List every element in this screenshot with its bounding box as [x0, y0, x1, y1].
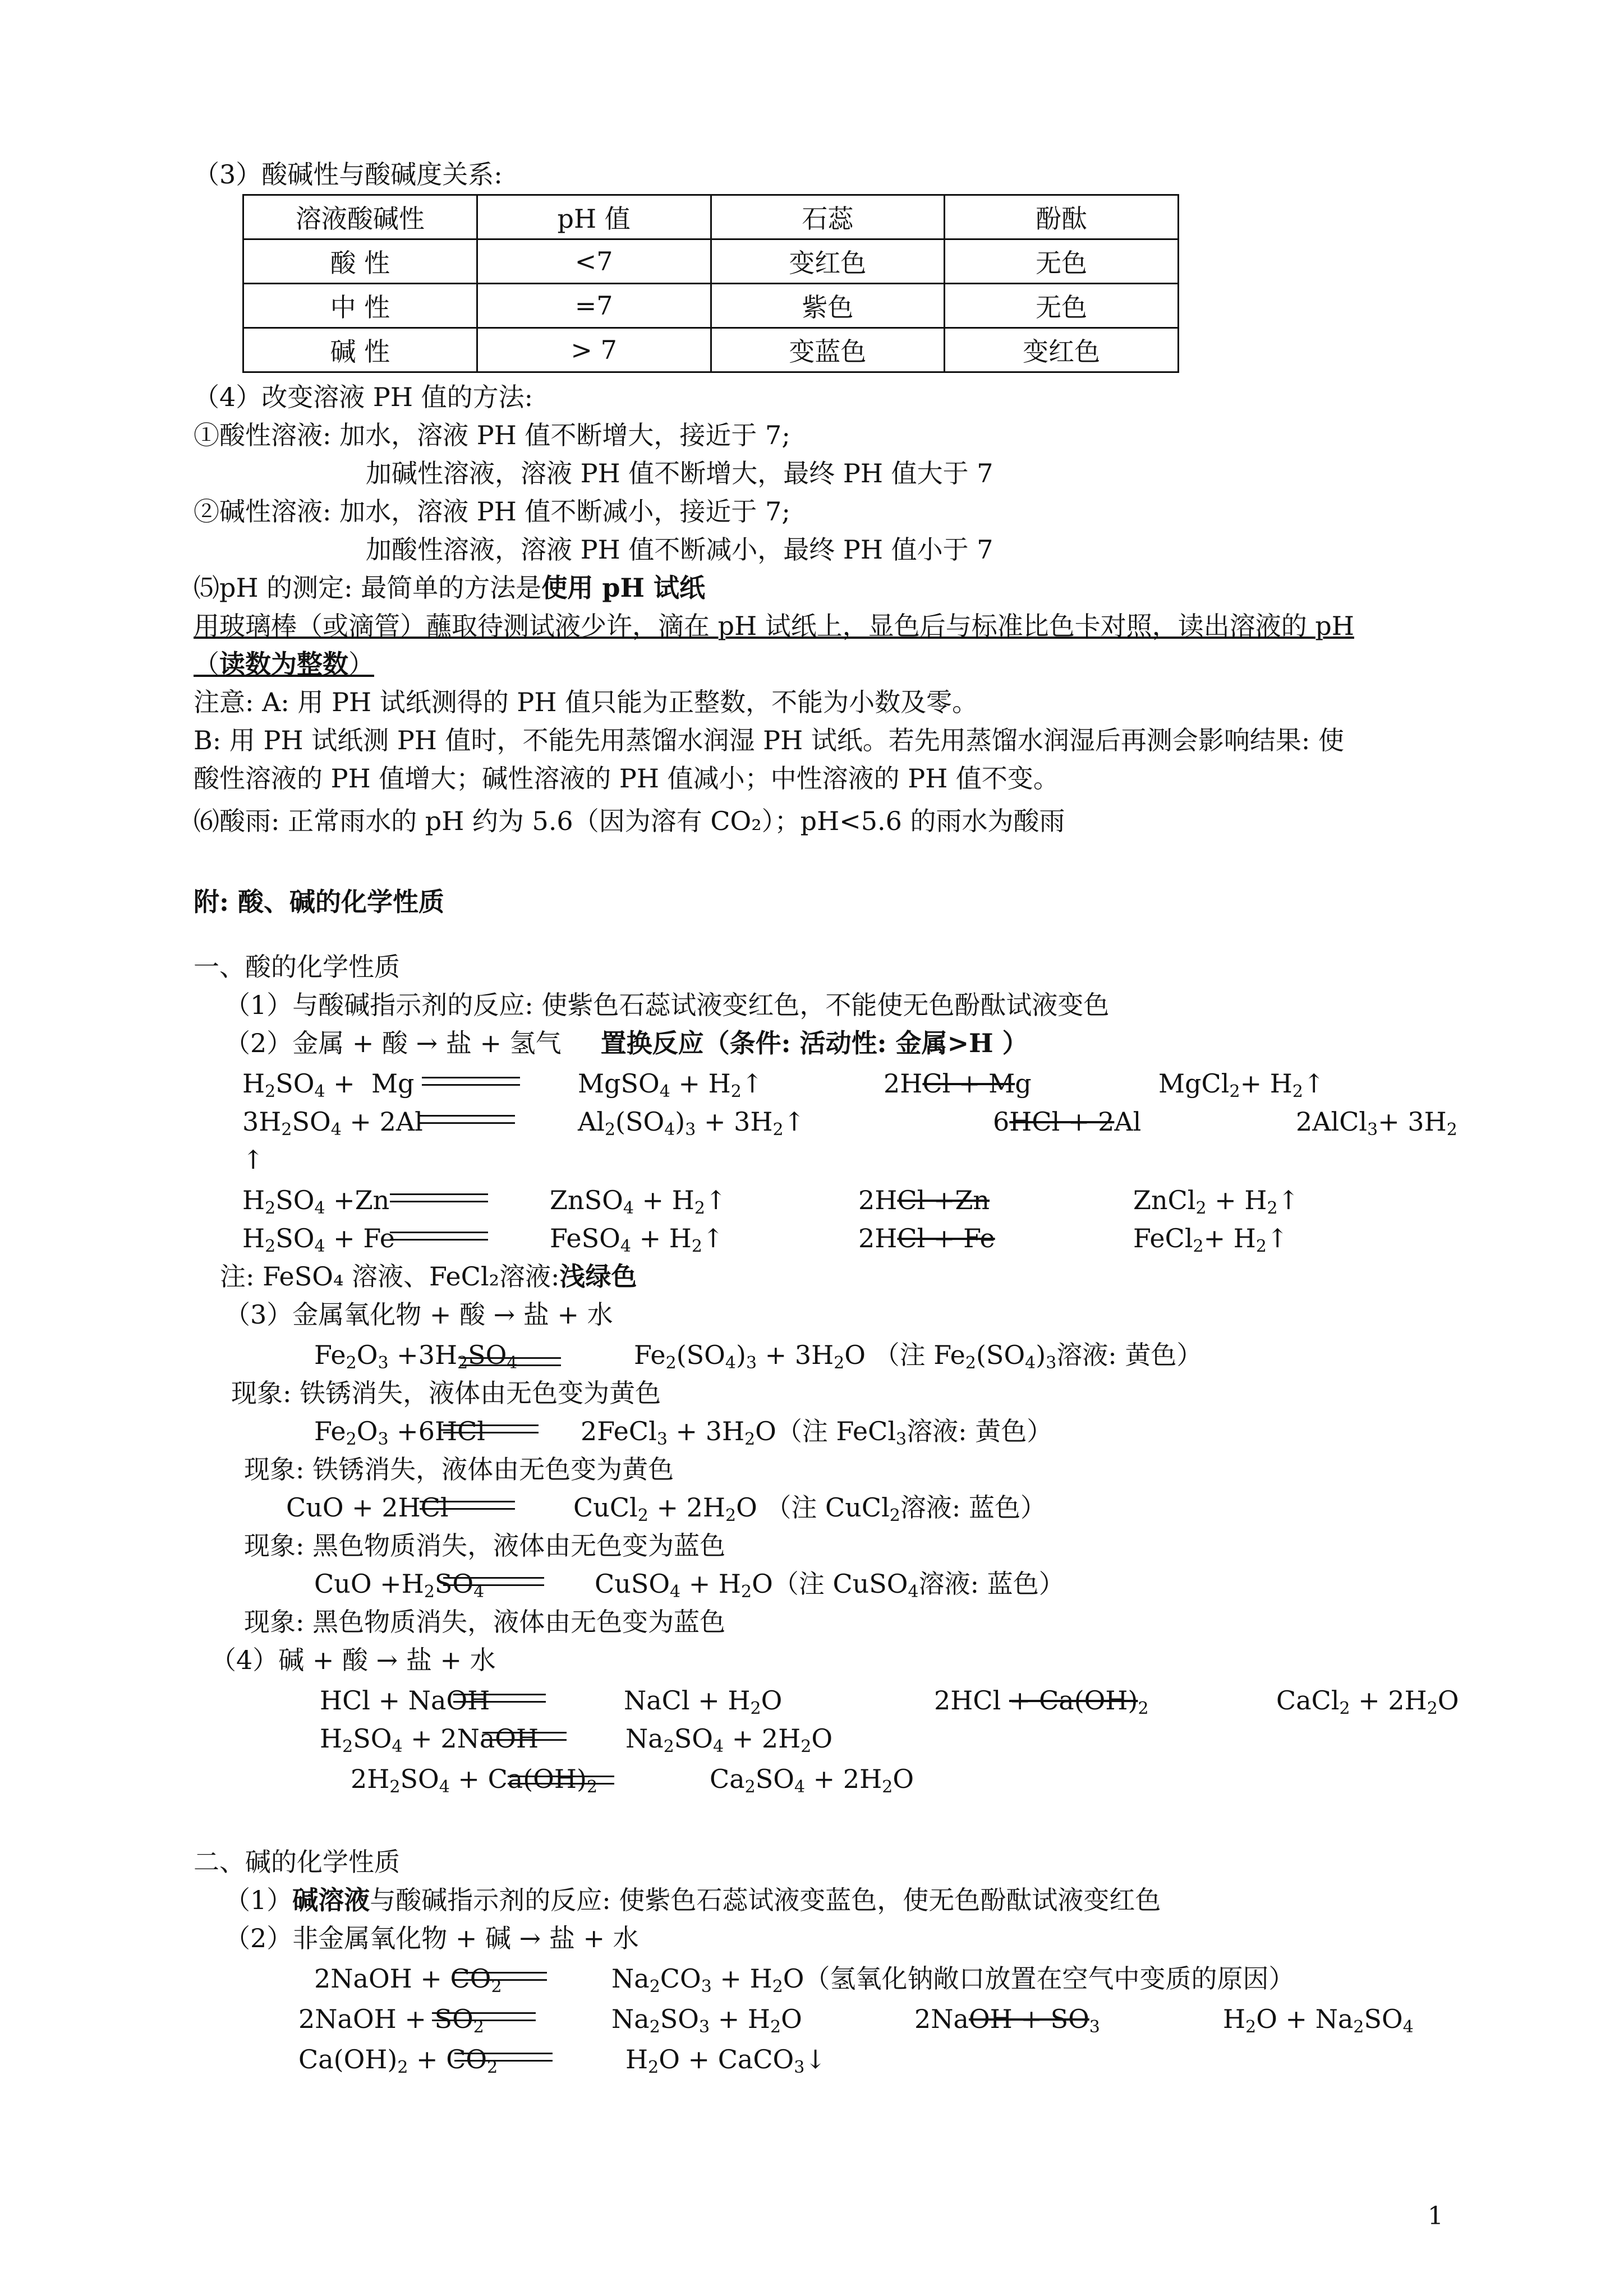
note-line: [220, 1261, 637, 1292]
table-cell: 酸 性: [243, 239, 477, 284]
acid-p1: （1）与酸碱指示剂的反应: 使紫色石蕊试液变红色，不能使无色酚酞试液变色: [224, 990, 1110, 1020]
note-a: 注意: A: 用 PH 试纸测得的 PH 值只能为正整数，不能为小数及零。: [194, 687, 978, 717]
underlined-line: 用玻璃棒（或滴管）蘸取待测试液少许，滴在 pH 试纸上，显色后与标准比色卡对照，读出溶液的 pH: [194, 611, 1354, 641]
equation: $2H_2SO_4 + Ca(OH)_2$: [351, 1764, 598, 1797]
equation: 2AlCl$_3$+ $3H_2$: [1296, 1106, 1457, 1140]
equals-bar: [390, 1193, 488, 1202]
equation: $Fe_2O_3 +6HCl$: [314, 1416, 485, 1449]
text-span: 注: FeSO₄ 溶液、FeCl₂溶液:: [220, 1261, 560, 1292]
table-row: [243, 284, 1179, 328]
text-line: ②碱性溶液: 加水，溶液 PH 值不断减小，接近于 7;: [194, 496, 790, 527]
equals-bar: [390, 1232, 488, 1241]
bold-text: 置换反应（条件: 活动性: 金属>H ）: [600, 1028, 1028, 1058]
equation: $Fe_2O_3 +3H_2SO_4$: [314, 1340, 518, 1373]
page-number: 1: [1428, 2202, 1443, 2230]
text-line: 加碱性溶液，溶液 PH 值不断增大，最终 PH 值大于 7: [366, 458, 993, 488]
equals-bar: [508, 1776, 614, 1785]
equals-bar: [482, 1732, 567, 1741]
bold-text: 碱溶液: [292, 1885, 370, 1915]
appendix-title: 附: 酸、碱的化学性质: [194, 887, 444, 917]
bold-text: 使用 pH 试纸: [541, 573, 705, 603]
equation: FeSO$_4$ + $H_2↑$: [550, 1223, 724, 1256]
phenomenon: 现象: 黑色物质消失，液体由无色变为蓝色: [244, 1607, 726, 1637]
acid-p3: （3）金属氧化物 + 酸 → 盐 + 水: [224, 1299, 613, 1330]
equation: ZnCl$_2$ + $H_2↑$: [1133, 1185, 1300, 1218]
phenomenon: 现象: 铁锈消失，液体由无色变为黄色: [231, 1378, 661, 1408]
table-cell: <7: [477, 239, 711, 284]
phenomenon: 现象: 铁锈消失，液体由无色变为黄色: [244, 1454, 674, 1484]
equation: FeCl$_2$+ $H_2↑$: [1133, 1223, 1289, 1256]
equation: $Na_2SO_4 + 2H_2O$: [625, 1723, 833, 1756]
equation: 2FeCl$_3$ + $3H_2O$（注 FeCl$_3$溶液: 黄色）: [581, 1416, 1053, 1449]
note-b: B: 用 PH 试纸测 PH 值时，不能先用蒸馏水润湿 PH 试纸。若先用蒸馏水润湿后再测会影响结果: 使: [194, 725, 1344, 755]
bold-text: 读数为整数: [219, 649, 348, 679]
text-line: ①酸性溶液: 加水，溶液 PH 值不断增大，接近于 7;: [194, 420, 790, 450]
table-cell: 变蓝色: [711, 328, 945, 372]
table-cell: 中 性: [243, 284, 477, 328]
acidity-table: [242, 194, 1179, 373]
equation: $Fe_2(SO_4)_3 + 3H_2O$ （注 $Fe_2(SO_4)_3$溶液: 黄色）: [634, 1340, 1203, 1373]
equation: $3H_2SO_4 + 2Al$: [242, 1106, 423, 1140]
equals-bar: [454, 2053, 553, 2062]
text-span: ⑸pH 的测定: 最简单的方法是: [194, 573, 542, 603]
text-span: （2）金属 + 酸 → 盐 + 氢气: [224, 1028, 562, 1058]
table-cell: 紫色: [711, 284, 945, 328]
phenomenon: 现象: 黑色物质消失，液体由无色变为蓝色: [244, 1530, 726, 1561]
equals-bar: [422, 1077, 520, 1086]
equation: $H_2SO_4$ + 2NaOH: [320, 1723, 539, 1756]
equals-bar: [420, 1501, 515, 1510]
base-p1: [224, 1884, 1161, 1916]
equation: $Al_2(SO_4)_3$ + $3H_2↑$: [578, 1106, 806, 1140]
section-6-line: ⑹酸雨: 正常雨水的 pH 约为 5.6（因为溶有 CO₂）；pH<5.6 的雨水为酸雨: [194, 806, 1065, 836]
underlined-line: [194, 648, 374, 680]
equals-bar: [454, 1972, 547, 1981]
equation: 2HCl + Mg: [884, 1068, 1032, 1099]
section-5-line: [194, 572, 705, 603]
equation: $H_2O + Na_2SO_4$: [1223, 2004, 1414, 2037]
equals-bar: [432, 2012, 536, 2021]
equation: $2HCl + Ca(OH)_2$: [934, 1685, 1149, 1718]
table-header: 石蕊: [711, 195, 945, 239]
equation: $Na_2CO_3 + H_2O$（氢氧化钠敞口放置在空气中变质的原因）: [611, 1963, 1295, 1997]
table-cell: 变红色: [945, 328, 1179, 372]
table-cell: =7: [477, 284, 711, 328]
equation: ZnSO$_4$ + $H_2↑$: [550, 1185, 727, 1218]
table-cell: 碱 性: [243, 328, 477, 372]
equation: 2NaOH + $SO_2$: [298, 2004, 484, 2037]
text-span: （氢氧化钠敞口放置在空气中变质的原因）: [804, 1963, 1295, 1994]
note-b-cont: 酸性溶液的 PH 值增大；碱性溶液的 PH 值减小；中性溶液的 PH 值不变。: [194, 763, 1059, 794]
base-p2: （2）非金属氧化物 + 碱 → 盐 + 水: [224, 1923, 639, 1953]
equation: HCl + NaOH: [320, 1685, 490, 1716]
equation: $H_2SO_4 + Mg$: [242, 1068, 415, 1101]
table-cell: 无色: [945, 239, 1179, 284]
equation: CuO $+H_2SO_4$: [314, 1569, 485, 1602]
table-header: pH 值: [477, 195, 711, 239]
text-span: ）: [348, 649, 374, 679]
equation: NaCl + $H_2O$: [624, 1685, 783, 1718]
table-cell: 变红色: [711, 239, 945, 284]
equals-bar: [443, 1577, 544, 1586]
table-cell: 无色: [945, 284, 1179, 328]
equation: CuCl$_2$ + $2H_2O$ （注 CuCl$_2$溶液: 蓝色）: [573, 1492, 1046, 1525]
bold-text: 浅绿色: [559, 1261, 637, 1292]
table-row: [243, 328, 1179, 372]
equation: $H_2O$ + CaCO$_3$↓: [625, 2044, 826, 2077]
text-span: （1）: [224, 1885, 293, 1915]
equation: 2NaOH + $CO_2$: [314, 1963, 502, 1997]
equation: MgSO$_4$ + $H_2↑$: [578, 1068, 763, 1101]
table-header: 酚酞: [945, 195, 1179, 239]
equation: 2HCl +Zn: [858, 1185, 990, 1215]
up-arrow: ↑: [242, 1145, 264, 1175]
acid-section-title: 一、酸的化学性质: [194, 952, 400, 982]
table-header: 溶液酸碱性: [243, 195, 477, 239]
text-line: 加酸性溶液，溶液 PH 值不断减小，最终 PH 值小于 7: [366, 534, 993, 565]
text-span: 与酸碱指示剂的反应: 使紫色石蕊试液变蓝色，使无色酚酞试液变红色: [370, 1885, 1161, 1915]
equation: $Ca_2SO_4 + 2H_2O$: [710, 1764, 914, 1797]
equation: 2NaOH + $SO_3$: [914, 2004, 1100, 2037]
equation: CuSO$_4$ + $H_2O$（注 CuSO$_4$溶液: 蓝色）: [595, 1569, 1065, 1602]
equals-bar: [453, 1694, 546, 1703]
section-4-title: （4）改变溶液 PH 值的方法:: [194, 382, 533, 412]
text-span: （: [194, 649, 219, 679]
equation: $H_2SO_4 + Fe$: [242, 1223, 395, 1256]
acid-p4: （4）碱 + 酸 → 盐 + 水: [210, 1645, 496, 1675]
equals-bar: [460, 1357, 561, 1366]
equation: $Na_2SO_3 + H_2O$: [611, 2004, 802, 2037]
equation: CuO + 2HCl: [286, 1492, 449, 1523]
base-section-title: 二、碱的化学性质: [194, 1847, 400, 1877]
equation: 2HCl + Fe: [858, 1223, 995, 1253]
equation: CaCl$_2$ + $2H_2O$: [1276, 1685, 1459, 1718]
equation: MgCl$_2$+ $H_2↑$: [1158, 1068, 1325, 1101]
equation: $Ca(OH)_2 + CO_2$: [298, 2044, 498, 2077]
equals-bar: [443, 1424, 539, 1433]
equals-bar: [420, 1115, 515, 1124]
acid-p2: [224, 1027, 1028, 1059]
equation: 6HCl + 2Al: [993, 1106, 1142, 1137]
equation: $H_2SO_4 +Zn$: [242, 1185, 390, 1218]
table-row: [243, 239, 1179, 284]
section-3-title: （3）酸碱性与酸碱度关系:: [194, 159, 503, 190]
table-cell: > 7: [477, 328, 711, 372]
table-header-row: [243, 195, 1179, 239]
